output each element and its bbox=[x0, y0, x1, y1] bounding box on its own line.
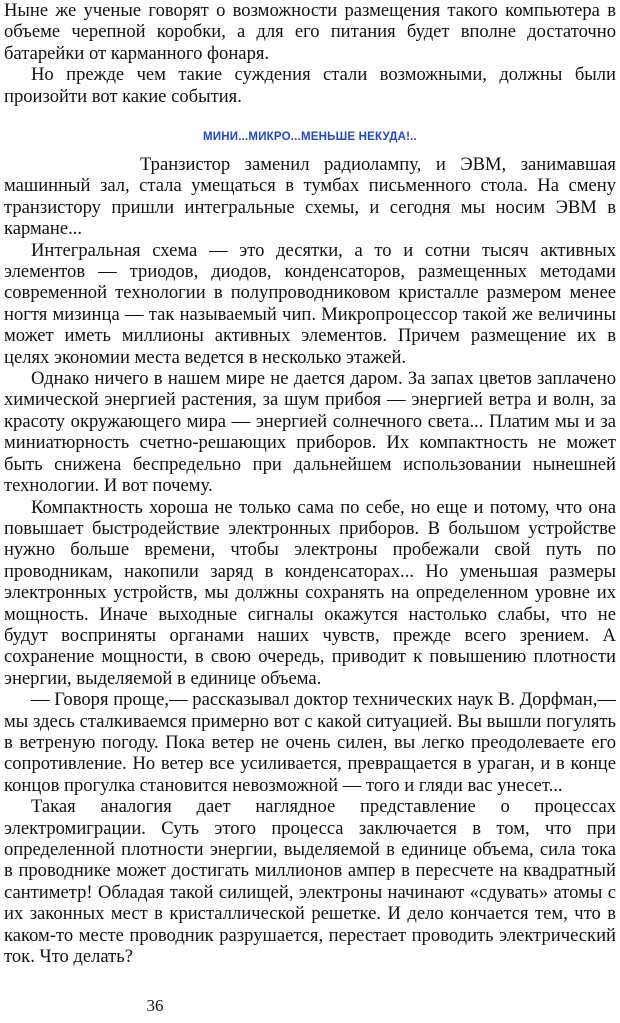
intro-paragraph-1: Ныне же ученые говорят о возможности размещения такого компьютера в объеме черепной коробки, а для его питания будет вполне достаточно батарейки от карманного фонаря. bbox=[4, 0, 616, 64]
intro-paragraph-2: Но прежде чем такие суждения стали возможными, должны были произойти вот какие события. bbox=[4, 64, 616, 107]
body-paragraph-4: Компактность хороша не только сама по себе, но еще и потому, что она повышает быстродействие электронных приборов. В большом устройстве нужно больше времени, чтобы электроны пробежали свой путь по проводникам, накопили заряд в конденсаторах... Но уменьшая размеры электронных устройств, мы должны сохранять на определенном уровне их мощность. Иначе выходные сигналы окажутся настолько слабы, что не будут восприняты органами наших чувств, прежде всего зрением. А сохранение мощности, в свою очередь, приводит к повышению плотности энергии, выделяемой в единице объема. bbox=[4, 496, 616, 689]
body-paragraph-1: Транзистор заменил радиолампу, и ЭВМ, занимавшая машинный зал, стала умещаться в тумбах письменного стола. На смену транзистору пришли интегральные схемы, и сегодня мы носим ЭВМ в кармане... bbox=[4, 154, 616, 240]
section-heading: МИНИ...МИКРО...МЕНЬШЕ НЕКУДА!.. bbox=[203, 131, 417, 143]
body-paragraph-2: Интегральная схема — это десятки, а то и сотни тысяч активных элементов — триодов, диодов, конденсаторов, размещенных методами современной технологии в полупроводниковом кристалле размером менее ногтя мизинца — так называемый чип. Микропроцессор такой же величины может иметь миллионы активных элементов. Причем размещение их в целях экономии места ведется в несколько этажей. bbox=[4, 239, 616, 368]
page-number: 36 bbox=[146, 996, 164, 1015]
body-paragraph-5: — Говоря проще,— рассказывал доктор технических наук В. Дорфман,— мы здесь сталкиваемся примерно вот с какой ситуацией. Вы вышли погулять в ветреную погоду. Пока ветер не очень силен, вы легко преодолеваете его сопротивление. Но ветер все усиливается, превращается в ураган, и в конце концов прогулка становится невозможной — того и гляди вас унесет... bbox=[4, 689, 616, 796]
body-paragraph-6: Такая аналогия дает наглядное представление о процессах электромиграции. Суть этого процесса заключается в том, что при определенной плотности энергии, выделяемой в единице объема, сила тока в проводнике может достигать миллионов ампер в пересчете на квадратный сантиметр! Обладая такой силищей, электроны начинают «сдувать» атомы с их законных мест в кристаллической решетке. И дело кончается тем, что в каком-то месте проводник разрушается, перестает проводить электрический ток. Что делать? bbox=[4, 796, 616, 968]
intro-block bbox=[4, 0, 616, 107]
body-block bbox=[4, 154, 616, 967]
body-paragraph-3: Однако ничего в нашем мире не дается даром. За запах цветов заплачено химической энергией растения, за шум прибоя — энергией ветра и волн, за красоту окружающего мира — энергией солнечного света... Платим мы и за миниатюрность счетно-решающих приборов. Их компактность не может быть снижена беспредельно при дальнейшем использовании нынешней технологии. И вот почему. bbox=[4, 368, 616, 497]
